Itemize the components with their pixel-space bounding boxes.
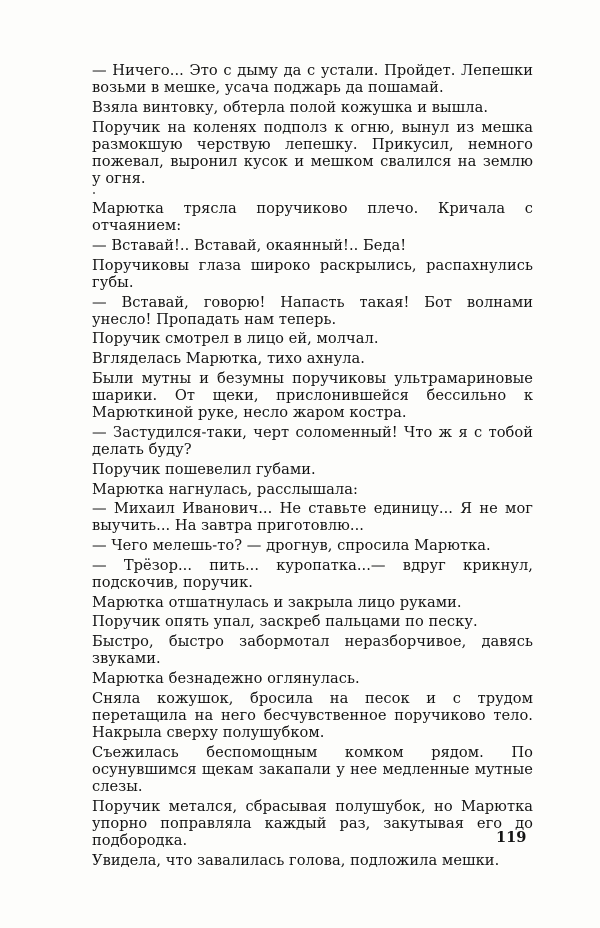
paragraph: Поручик смотрел в лицо ей, молчал. <box>92 330 379 348</box>
paragraph: — Вставай!.. Вставай, окаянный!.. Беда! <box>92 236 407 254</box>
print-speck <box>93 192 95 194</box>
text-section-main <box>92 200 533 872</box>
paragraph: Марютка нагнулась, расслышала: <box>92 480 358 498</box>
paragraph: Поручик на коленях подполз к огню, вынул из мешка размокшую черствую лепешку. Прикусил, немного пожевал, выронил кусок и мешком свалился на землю у огня. <box>92 118 533 188</box>
paragraph: Съежилась беспомощным комком рядом. По осунувшимся щекам закапали у нее медленные мутные слезы. <box>92 743 533 796</box>
paragraph: — Вставай, говорю! Напасть такая! Бот волнами унесло! Пропадать нам теперь. <box>92 293 533 328</box>
paragraph: Взяла винтовку, обтерла полой кожушка и вышла. <box>92 98 489 116</box>
paragraph: — Михаил Иванович... Не ставьте единицу... Я не мог выучить... На завтра приготовлю... <box>92 500 533 535</box>
paragraph: Увидела, что завалилась голова, подложила мешки. <box>92 852 500 870</box>
paragraph: Поручик пошевелил губами. <box>92 460 316 478</box>
paragraph: — Трёзор... пить... куропатка...— вдруг крикнул, подскочив, поручик. <box>92 556 533 592</box>
text-section-top <box>92 62 533 190</box>
paragraph: Марютка отшатнулась и закрыла лицо руками. <box>92 593 462 611</box>
paragraph: Марютка безнадежно оглянулась. <box>92 670 360 688</box>
paragraph: — Ничего... Это с дыму да с устали. Пройдет. Лепешки возьми в мешке, усача поджарь да пошамай. <box>92 62 533 97</box>
paragraph: Поручиковы глаза широко раскрылись, распахнулись губы. <box>92 256 533 291</box>
page-number: 119 <box>496 829 527 846</box>
paragraph: Марютка трясла поручиково плечо. Кричала с отчаянием: <box>92 200 533 235</box>
paragraph: — Чего мелешь-то? — дрогнув, спросила Марютка. <box>92 537 491 555</box>
paragraph: — Застудился-таки, черт соломенный! Что ж я с тобой делать буду? <box>92 423 533 459</box>
paragraph: Быстро, быстро забормотал неразборчивое, давясь звуками. <box>92 633 533 668</box>
paragraph: Сняла кожушок, бросила на песок и с трудом перетащила на него бесчувственное поручиково тело. Накрыла сверху полушубком. <box>92 689 533 742</box>
paragraph: Поручик опять упал, заскреб пальцами по песку. <box>92 613 478 631</box>
paragraph: Были мутны и безумны поручиковы ультрамариновые шарики. От щеки, прислонившейся бессильно к Марюткиной руке, несло жаром костра. <box>92 369 533 422</box>
paragraph: Вгляделась Марютка, тихо ахнула. <box>92 350 365 368</box>
paragraph: Поручик метался, сбрасывая полушубок, но Марютка упорно поправляла каждый раз, закутывая его до подбородка. <box>92 798 533 850</box>
